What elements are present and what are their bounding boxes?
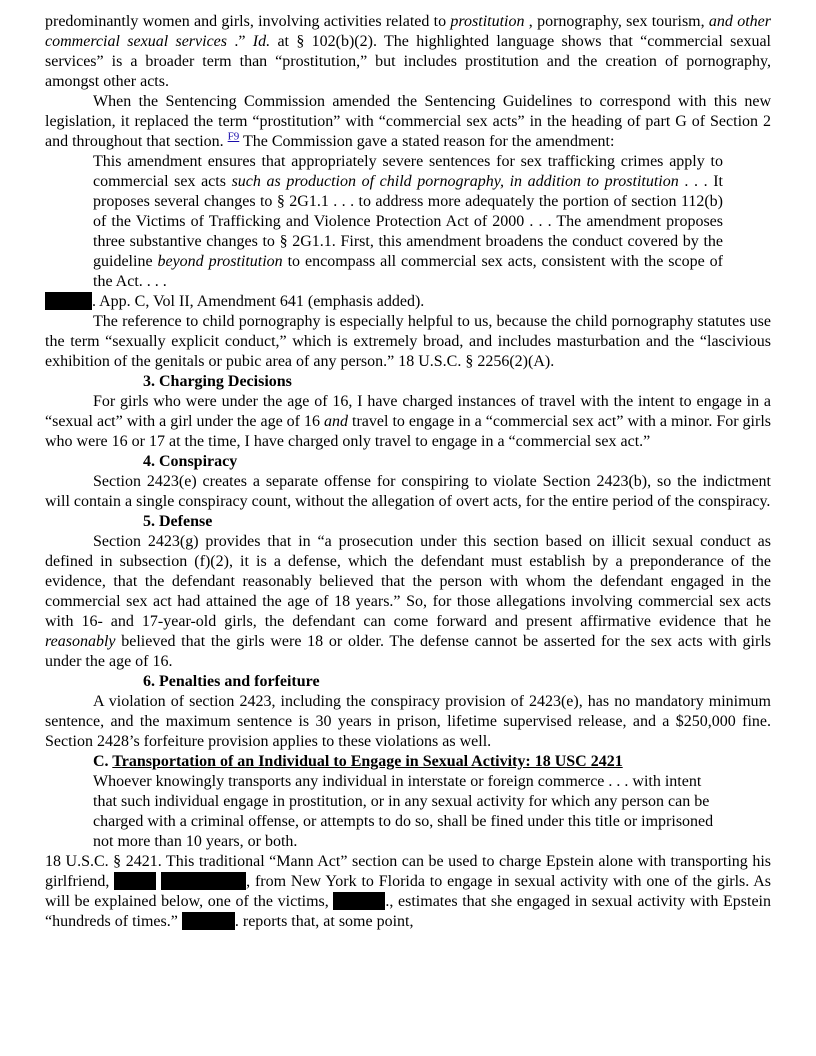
text-run: prostitution bbox=[450, 13, 525, 30]
paragraph bbox=[45, 12, 771, 92]
redaction-box bbox=[114, 872, 156, 890]
text-run: For girls who were under the age of 16, I have charged instances of travel with the intent to engage in a “sexual act” with a girl under the age of 16 bbox=[45, 393, 771, 430]
section-heading bbox=[143, 372, 771, 392]
text-run: ., estimates that she engaged in sexual activity with Epstein “hundreds of times.” bbox=[45, 893, 772, 930]
text-run: Transportation of an Individual to Engage in Sexual Activity: 18 USC 2421 bbox=[112, 753, 623, 770]
paragraph bbox=[45, 852, 771, 932]
text-run: reasonably bbox=[45, 633, 116, 650]
text-run: Id. bbox=[252, 33, 271, 50]
text-run: This amendment ensures that appropriately severe sentences for sex trafficking crimes apply to commercial sex acts bbox=[93, 153, 723, 190]
text-run: . reports that, at some point, bbox=[234, 913, 414, 930]
text-run: 5. Defense bbox=[143, 513, 213, 530]
text-run: Whoever knowingly transports any individual in interstate or foreign commerce . . . with intent that such individual engage in prostitution, or in any sexual activity for which any person can be charged with a criminal offense, or attempts to do so, shall be fined under this title or imprisoned not more than 10 years, or both. bbox=[93, 773, 714, 850]
paragraph bbox=[45, 392, 771, 452]
footnote-link[interactable]: F9 bbox=[227, 130, 240, 143]
text-run: .” bbox=[227, 33, 253, 50]
text-run: such as production of child pornography, in addition to prostitution bbox=[231, 173, 679, 190]
text-run: travel to engage in a “commercial sex act” with a minor. For girls who were 16 or 17 at the time, I have charged only travel to engage in a “commercial sex act.” bbox=[45, 413, 772, 450]
text-run: and other commercial sexual services bbox=[45, 13, 771, 50]
text-run: , pornography, sex tourism, bbox=[524, 13, 709, 30]
text-run: to encompass all commercial sex acts, consistent with the scope of the Act. . . . bbox=[93, 253, 723, 290]
paragraph bbox=[45, 472, 771, 512]
section-heading bbox=[143, 452, 771, 472]
text-run: Section 2423(g) provides that in “a prosecution under this section based on illicit sexual conduct as defined in subsection (f)(2), it is a defense, which the defendant must establish by a preponderance of the evidence, that the defendant reasonably believed that the person with whom the defendant engaged in the commercial sex act had attained the age of 18 years.” So, for those allegations involving commercial sex acts with 16- and 17-year-old girls, the defendant can come forward and present affirmative evidence that he bbox=[45, 533, 771, 630]
redaction-box bbox=[182, 912, 235, 930]
text-run: The reference to child pornography is especially helpful to us, because the child pornography statutes use the term “sexually explicit conduct,” which is extremely broad, and includes masturbation and the “lascivious exhibition of the genitals or pubic area of any person.” 18 U.S.C. § 2256(2)(A). bbox=[45, 313, 771, 370]
section-heading bbox=[143, 512, 771, 532]
redaction-box bbox=[333, 892, 385, 910]
text-run: C. bbox=[93, 753, 113, 770]
text-run: beyond prostitution bbox=[157, 253, 283, 270]
text-run: 18 U.S.C. § 2421. This traditional “Mann Act” section can be used to charge Epstein alone with transporting his girlfriend, bbox=[45, 853, 771, 890]
paragraph bbox=[45, 312, 771, 372]
text-run: When the Sentencing Commission amended the Sentencing Guidelines to correspond with this new legislation, it replaced the term “prostitution” with “commercial sex acts” in the heading of part G of Section 2 and throughout that section. bbox=[45, 93, 771, 150]
text-run: believed that the girls were 18 or older. The defense cannot be asserted for the sex acts with girls under the age of 16. bbox=[45, 633, 771, 670]
section-heading bbox=[143, 672, 771, 692]
text-run: The Commission gave a stated reason for the amendment: bbox=[239, 133, 615, 150]
text-run: A violation of section 2423, including the conspiracy provision of 2423(e), has no mandatory minimum sentence, and the maximum sentence is 30 years in prison, lifetime supervised release, and a $250,000 fine. Section 2428’s forfeiture provision applies to these violations as well. bbox=[45, 693, 771, 750]
text-run: and bbox=[324, 413, 349, 430]
block-quote bbox=[93, 152, 723, 292]
text-run: 3. Charging Decisions bbox=[143, 373, 292, 390]
text-run: predominantly women and girls, involving activities related to bbox=[45, 13, 451, 30]
paragraph bbox=[45, 92, 771, 152]
document-page bbox=[45, 12, 771, 932]
text-run: . . . It proposes several changes to § 2G1.1 . . . to address more adequately the portion of section 112(b) of the Victims of Trafficking and Violence Protection Act of 2000 . . . The amendment proposes three substantive changes to § 2G1.1. First, this amendment broadens the conduct covered by the guideline bbox=[93, 173, 723, 270]
text-run: 6. Penalties and forfeiture bbox=[143, 673, 320, 690]
text-run: . App. C, Vol II, Amendment 641 (emphasis added). bbox=[92, 293, 425, 310]
paragraph bbox=[45, 692, 771, 752]
text-run: 4. Conspiracy bbox=[143, 453, 238, 470]
block-quote bbox=[93, 772, 723, 852]
paragraph bbox=[45, 292, 771, 312]
paragraph bbox=[45, 532, 771, 672]
redaction-box bbox=[45, 292, 92, 310]
text-run: at § 102(b)(2). The highlighted language shows that “commercial sexual services” is a broader term than “prostitution,” but includes prostitution and the creation of pornography, amongst other acts. bbox=[45, 33, 771, 90]
section-heading bbox=[93, 752, 771, 772]
text-run: , from New York to Florida to engage in sexual activity with one of the girls. As will be explained below, one of the victims, bbox=[45, 873, 772, 910]
text-run: Section 2423(e) creates a separate offense for conspiring to violate Section 2423(b), so the indictment will contain a single conspiracy count, without the allegation of overt acts, for the entire period of the conspiracy. bbox=[45, 473, 771, 510]
redaction-box bbox=[161, 872, 246, 890]
